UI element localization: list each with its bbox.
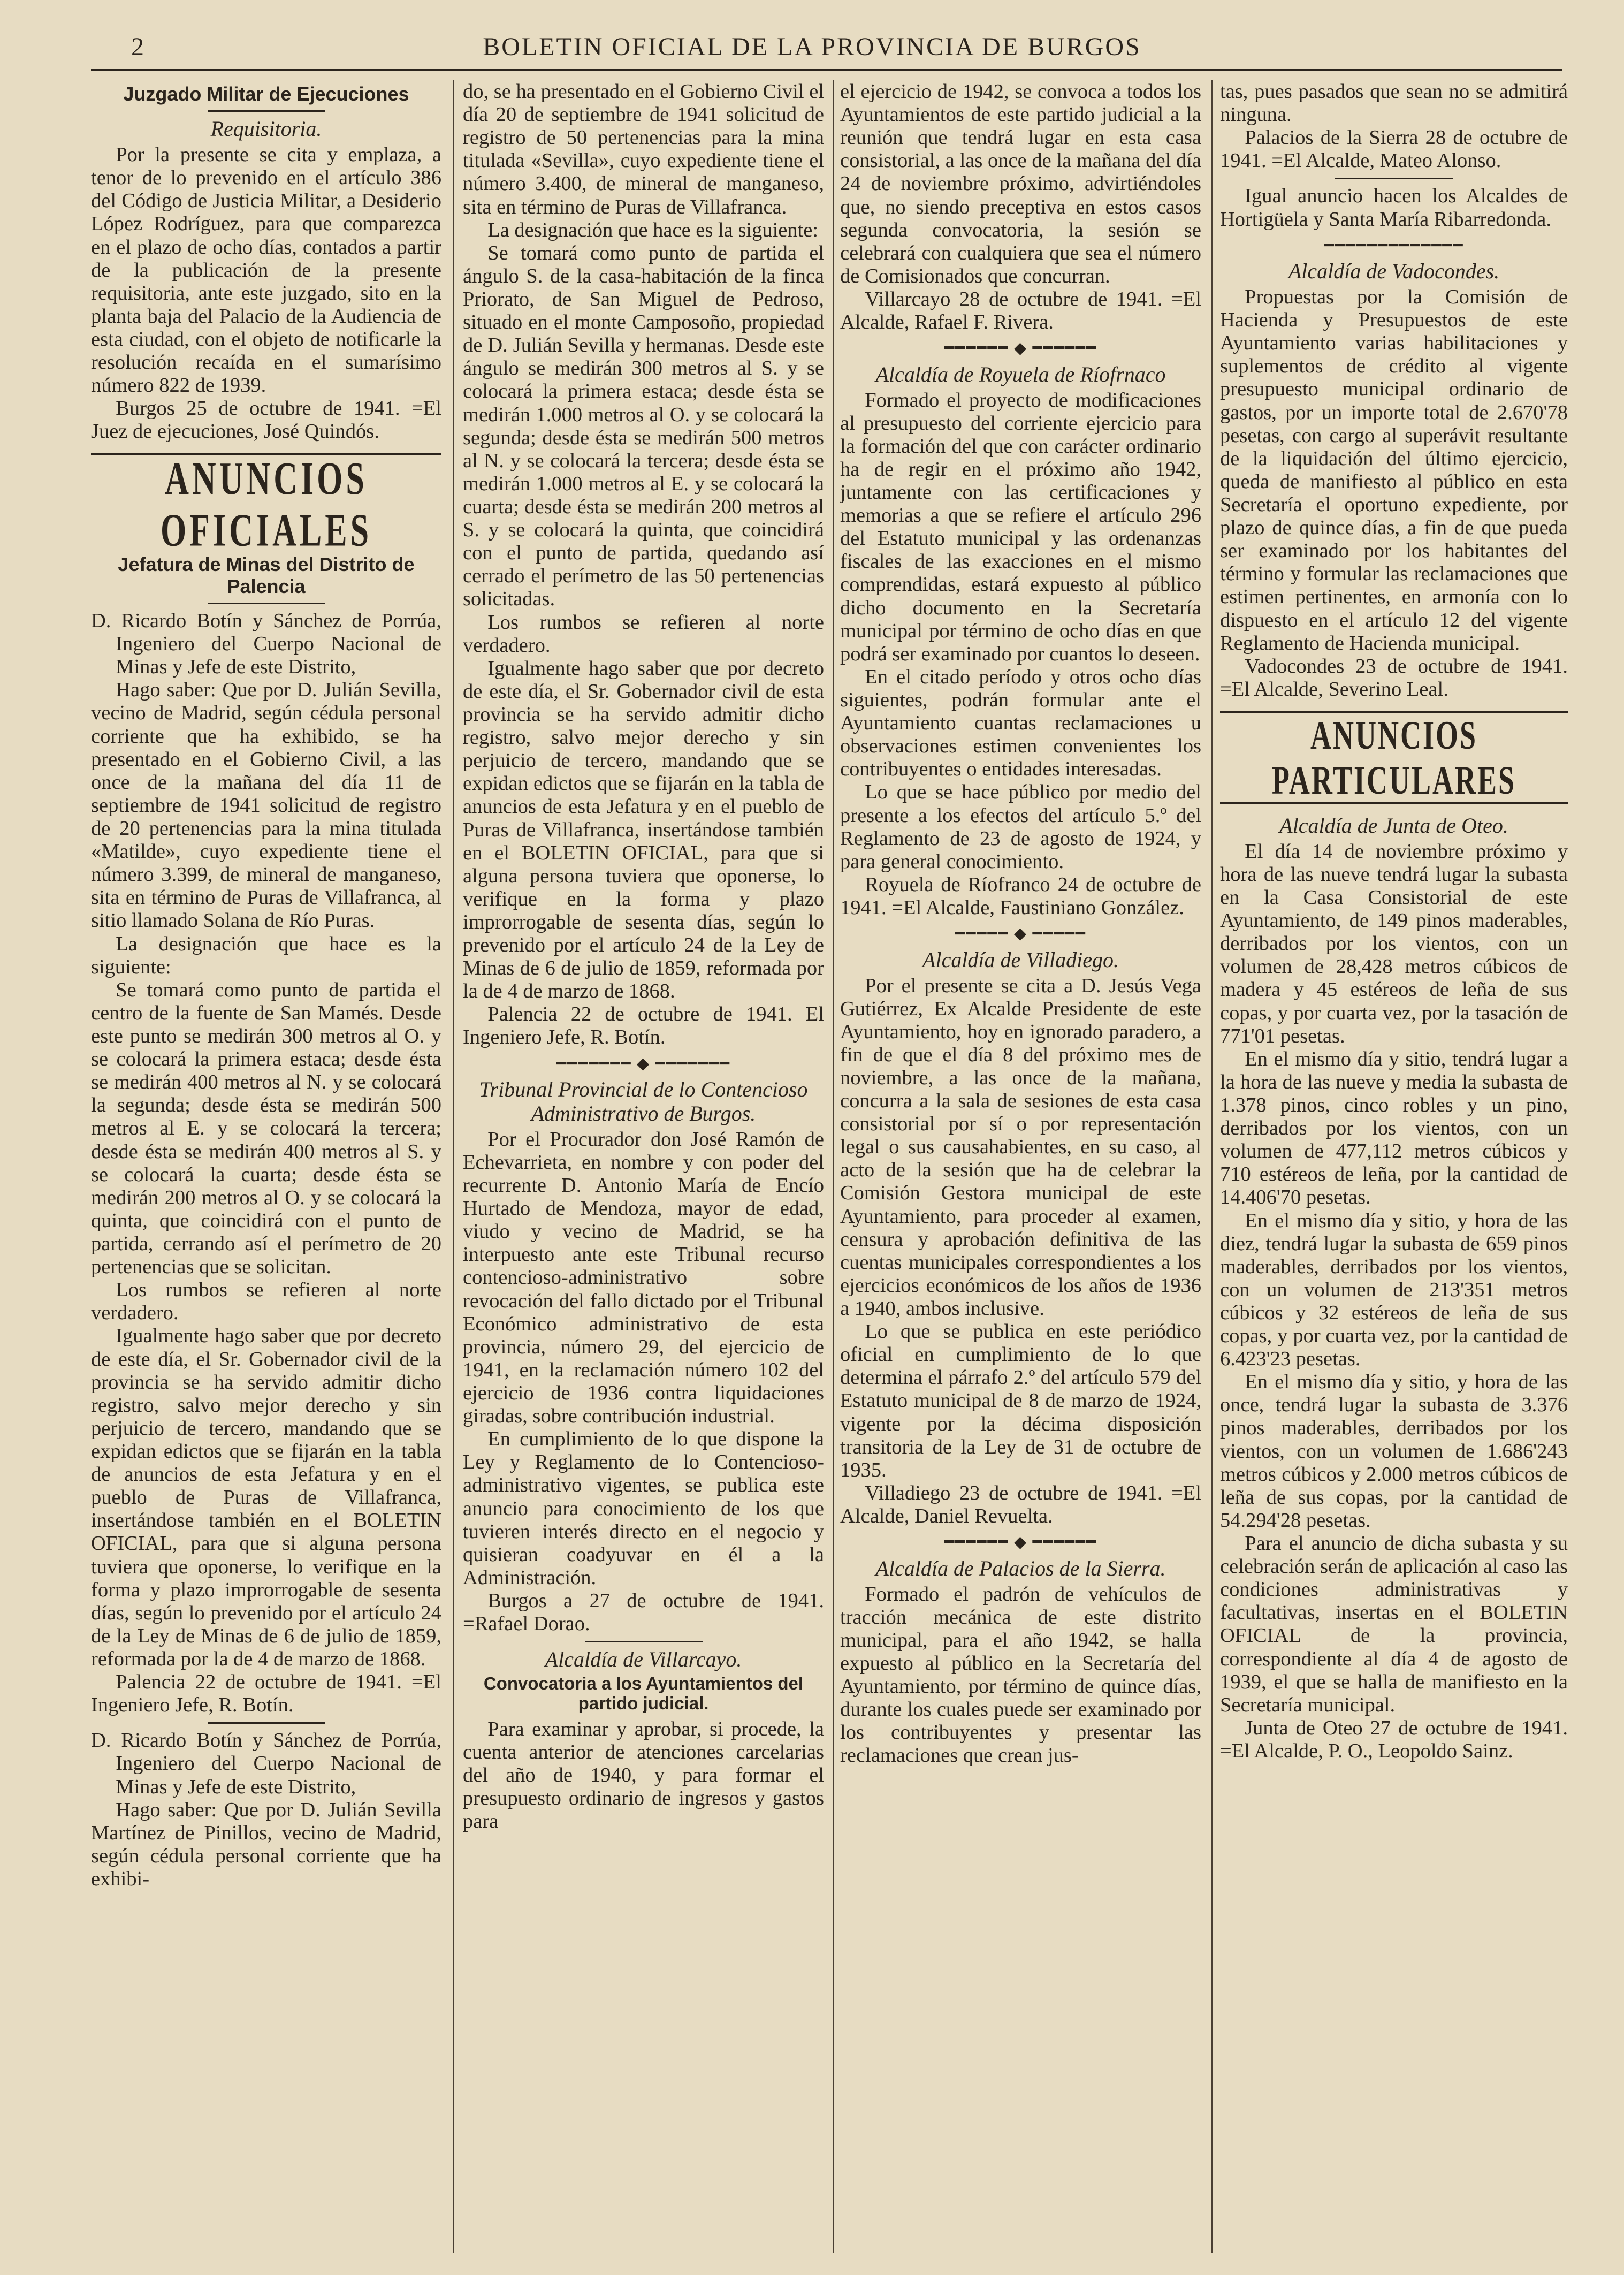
short-rule xyxy=(1335,178,1453,179)
villadiego-paragraph: Lo que se publica en este periódico oficial en cumplimiento de lo que determina el párrafo 2.º del artículo 579 del Estatuto municipal de 8 de marzo de 1924, vigente por la décima disposición transitoria de la Ley de 31 de octubre de 1935. xyxy=(840,1320,1201,1481)
mina2-paragraph: Hago saber: Que por D. Julián Sevilla Martínez de Pinillos, vecino de Madrid, según cédula personal corriente que ha exhibi- xyxy=(91,1798,441,1890)
tribunal-paragraph: Por el Procurador don José Ramón de Echevarrieta, en nombre y con poder del recurrente D. Antonio María de Encío Hurtado de Mendoza, mayor de edad, viudo y vecino de Madrid, se ha interpuesto ante este Tribunal recurso contencioso-administrativo sobre revocación del fallo dictado por el Tribunal Económico administrativo de esta provincia, número 29, del ejercicio de 1941, en la reclamación número 102 del ejercicio de 1936 contra liquidaciones giradas, sobre contribución industrial. xyxy=(463,1128,824,1428)
mina1-signature: Palencia 22 de octubre de 1941. =El Ingeniero Jefe, R. Botín. xyxy=(91,1671,441,1717)
oteo-title: Alcaldía de Junta de Oteo. xyxy=(1279,813,1508,838)
mina2-intro: D. Ricardo Botín y Sánchez de Porrúa, Ingeniero del Cuerpo Nacional de Minas y Jefe de este Distrito, xyxy=(91,1729,441,1798)
royuela-paragraph: Formado el proyecto de modificaciones al presupuesto del corriente ejercicio para la formación del que con carácter ordinario ha de regir en el próximo año 1942, juntamente con las certificaciones y memorias a que se refiere el artículo 296 del Estatuto municipal y las ordenanzas fiscales de las exacciones en el mismo comprendidas, estará expuesto al público dicho documento en la Secretaría municipal por término de ocho días en que podrá ser examinado por cuantos lo deseen. xyxy=(840,389,1201,665)
vadocondes-title: Alcaldía de Vadocondes. xyxy=(1288,259,1500,284)
ornament-divider: ━━━━━━ ◆ ━━━━━━ xyxy=(944,1533,1097,1551)
tribunal-paragraph: En cumplimiento de lo que dispone la Ley y Reglamento de lo Contencioso-administrativo vigentes, se publica este anuncio para conocimiento de los que tuvieren interés directo en el negocio y quisieran coadyuvar en él a la Administración. xyxy=(463,1428,824,1589)
royuela-signature: Royuela de Ríofranco 24 de octubre de 1941. =El Alcalde, Faustiniano González. xyxy=(840,873,1201,919)
vadocondes-paragraph: Propuestas por la Comisión de Hacienda y Presupuestos de este Ayuntamiento varias habilitaciones y suplementos de crédito al vigente presupuesto municipal ordinario de gastos, por un importe total de 2.670'78 pesetas, con cargo al superávit resultante de la liquidación del último ejercicio, queda de manifiesto al público en esta Secretaría el oportuno expediente, por plazo de quince días, a fin de que pueda ser examinado por los habitantes del término y formular las reclamaciones que estimen pertinentes, en armonía con lo dispuesto en el artículo 12 del vigente Reglamento de Hacienda municipal. xyxy=(1220,286,1568,655)
palacios-paragraph: tas, pues pasados que sean no se admitirá ninguna. xyxy=(1220,80,1568,126)
ornament-divider: ━━━━━━ ◆ ━━━━━━ xyxy=(944,339,1097,357)
column-divider-3 xyxy=(1211,80,1213,2253)
mina2-paragraph: Igualmente hago saber que por decreto de este día, el Sr. Gobernador civil de esta provincia se ha servido admitir dicho registro, salvo mejor derecho y sin perjuicio de tercero, mandando que se expidan edictos que se fijarán en la tabla de anuncios de esta Jefatura y en el pueblo de Puras de Villafranca, insertándose también en el BOLETIN OFICIAL, para que si alguna persona tuviera que oponerse, lo verifique en la forma y plazo improrrogable de sesenta días, según lo prevenido por el artículo 24 de la Ley de Minas de 6 de julio de 1859, reformada por la de 4 de marzo de 1868. xyxy=(463,657,824,1003)
mina2-paragraph: do, se ha presentado en el Gobierno Civil el día 20 de septiembre de 1941 solicitud de registro de 50 pertenencias para la mina titulada «Sevilla», cuyo expediente tiene el número 3.400, de mineral de manganeso, sita en término de Puras de Villafranca. xyxy=(463,80,824,218)
header-rule xyxy=(91,69,1562,71)
igual-anuncio: Igual anuncio hacen los Alcaldes de Hortigüela y Santa María Ribarredonda. xyxy=(1220,185,1568,231)
requisitoria-body: Por la presente se cita y emplaza, a tenor de lo prevenido en el artículo 386 del Código de Justicia Militar, a Desiderio López Rodríguez, para que comparezca en el plazo de ocho días, contados a partir de la publicación de la presente requisitoria, ante este juzgado, sito en la planta baja del Palacio de la Audiencia de esta ciudad, con el objeto de notificarle la resolución recaída en el sumarísimo número 822 de 1939. xyxy=(91,143,441,397)
ornament-divider: ━━━━━━━ ◆ ━━━━━━━ xyxy=(556,1054,730,1072)
column-4 xyxy=(1220,80,1568,2253)
royuela-title: Alcaldía de Royuela de Ríofrnaco xyxy=(875,362,1166,386)
short-rule xyxy=(208,603,325,604)
villadiego-signature: Villadiego 23 de octubre de 1941. =El Alcalde, Daniel Revuelta. xyxy=(840,1481,1201,1528)
oteo-paragraph: En el mismo día y sitio, y hora de las once, tendrá lugar la subasta de 3.376 pinos maderables, derribados por los vientos, con un volumen de 1.686'243 metros cúbicos y 2.000 metros cúbicos de leña de sus copas, por la cantidad de 54.294'28 pesetas. xyxy=(1220,1371,1568,1532)
column-divider-2 xyxy=(833,80,834,2253)
royuela-paragraph: En el citado período y otros ocho días siguientes, podrán formular ante el Ayuntamiento cuantas reclamaciones u observaciones estimen convenientes los contribuyentes o entidades interesadas. xyxy=(840,665,1201,781)
villarcayo-subtitle: Convocatoria a los Ayuntamientos del partido judicial. xyxy=(483,1673,804,1713)
villadiego-title: Alcaldía de Villadiego. xyxy=(922,947,1119,972)
vadocondes-signature: Vadocondes 23 de octubre de 1941. =El Alcalde, Severino Leal. xyxy=(1220,655,1568,701)
mina1-paragraph: Igualmente hago saber que por decreto de este día, el Sr. Gobernador civil de la provincia se ha servido admitir dicho registro, salvo mejor derecho y sin perjuicio de tercero, mandando que se expidan edictos que se fijarán en la tabla de anuncios de esta Jefatura y en el pueblo de Puras de Villafranca, insertándose también en el BOLETIN OFICIAL, para que si alguna persona tuviera que oponerse, lo verifique en la forma y plazo improrrogable de sesenta días, según lo prevenido por el artículo 24 de la Ley de Minas de 6 de julio de 1859, reformada por la de 4 de marzo de 1868. xyxy=(91,1325,441,1670)
anuncios-particulares-banner: ANUNCIOS PARTICULARES xyxy=(1271,712,1516,803)
mina1-paragraph: Los rumbos se refieren al norte verdadero. xyxy=(91,1279,441,1325)
column-1 xyxy=(91,80,441,2253)
palacios-paragraph: Formado el padrón de vehículos de tracción mecánica de este distrito municipal, para el año 1942, se halla expuesto al público en la Secretaría del Ayuntamiento, por término de quince días, durante los cuales puede ser examinado por los contribuyentes y presentar las reclamaciones que crean jus- xyxy=(840,1582,1201,1767)
short-rule xyxy=(585,1641,703,1642)
juzgado-heading: Juzgado Militar de Ejecuciones xyxy=(123,83,409,105)
tribunal-title: Tribunal Provincial de lo Contencioso Administrativo de Burgos. xyxy=(479,1077,808,1125)
column-3 xyxy=(840,80,1201,2253)
mina2-signature: Palencia 22 de octubre de 1941. El Ingeniero Jefe, R. Botín. xyxy=(463,1003,824,1049)
mina2-paragraph: Se tomará como punto de partida el ángulo S. de la casa-habitación de la finca Priorato, de San Miguel de Pedroso, situado en el monte Camposoño, propiedad de D. Julián Sevilla y hermanas. Desde este ángulo se medirán 300 metros al S. y se colocará la primera estaca; desde ésta se medirán 1.000 metros al O. y se colocará la segunda; desde ésta se medirán 500 metros al N. y se colocará la tercera; desde ésta se medirán 1.000 metros al E. y se colocará la cuarta; desde ésta se medirán 200 metros al S. y se colocará la quinta, que coincidirá con el punto de partida, quedando así cerrado el perímetro de las 50 pertenencias solicitadas. xyxy=(463,241,824,611)
short-rule xyxy=(208,1722,325,1724)
oteo-paragraph: En el mismo día y sitio, y hora de las diez, tendrá lugar la subasta de 659 pinos maderables, derribados por los vientos, con un volumen de 213'351 metros cúbicos y 32 estéreos de leña de sus copas, y por cuarta vez, por la cantidad de 6.423'23 pesetas. xyxy=(1220,1209,1568,1371)
ornament-divider: ━━━━━ ◆ ━━━━━ xyxy=(955,925,1086,943)
mina1-paragraph: Hago saber: Que por D. Julián Sevilla, vecino de Madrid, según cédula personal corriente que ha exhibido, se ha presentado en el Gobierno Civil, a las once de la mañana del día 11 de septiembre de 1941 solicitud de registro de 20 pertenencias para la mina titulada «Matilde», cuyo expediente tiene el número 3.399, de mineral de manganeso, sita en término de Puras de Villafranca, al sitio llamado Solana de Río Puras. xyxy=(91,679,441,932)
mina2-paragraph: Los rumbos se refieren al norte verdadero. xyxy=(463,611,824,657)
palacios-title: Alcaldía de Palacios de la Sierra. xyxy=(875,1556,1166,1580)
requisitoria-signature: Burgos 25 de octubre de 1941. =El Juez de ejecuciones, José Quindós. xyxy=(91,397,441,443)
oteo-paragraph: En el mismo día y sitio, tendrá lugar a la hora de las nueve y media la subasta de 1.378 pinos, cinco robles y un pino, derribados por los vientos, con un volumen de 477,112 metros cúbicos y 710 estéreos de leña, por la cantidad de 14.406'70 pesetas. xyxy=(1220,1047,1568,1209)
running-header-title: BOLETIN OFICIAL DE LA PROVINCIA DE BURGOS xyxy=(483,33,1141,61)
oteo-paragraph: El día 14 de noviembre próximo y hora de las nueve tendrá lugar la subasta en la Casa Consistorial de este Ayuntamiento, de 149 pinos maderables, derribados por los vientos, con un volumen de 28,428 metros cúbicos de madera y 45 estéreos de leña de sus copas, y por cuarta vez, por la tasación de 771'01 pesetas. xyxy=(1220,840,1568,1047)
villarcayo-signature: Villarcayo 28 de octubre de 1941. =El Alcalde, Rafael F. Rivera. xyxy=(840,287,1201,334)
ornament-divider: ━━━━━━━━━━━━━ xyxy=(1324,236,1464,254)
villadiego-paragraph: Por el presente se cita a D. Jesús Vega Gutiérrez, Ex Alcalde Presidente de este Ayuntamiento, hoy en ignorado paradero, a fin de que el día 8 del próximo mes de noviembre, a las once de la mañana, concurra a la sala de sesiones de esta casa consistorial por sí o por representación legal o sus causahabientes, en su caso, al acto de la sesión que ha de celebrar la Comisión Gestora municipal de este Ayuntamiento, para proceder al examen, censura y aprobación definitiva de las cuentas municipales correspondientes a los ejercicios económicos de los años de 1936 a 1940, ambos inclusive. xyxy=(840,974,1201,1320)
palacios-signature: Palacios de la Sierra 28 de octubre de 1941. =El Alcalde, Mateo Alonso. xyxy=(1220,126,1568,172)
tribunal-signature: Burgos a 27 de octubre de 1941. =Rafael Dorao. xyxy=(463,1589,824,1635)
villarcayo-title: Alcaldía de Villarcayo. xyxy=(545,1647,742,1672)
jefatura-heading: Jefatura de Minas del Distrito de Palencia xyxy=(118,553,415,597)
mina2-paragraph: La designación que hace es la siguiente: xyxy=(487,218,819,241)
mina1-paragraph: Se tomará como punto de partida el centro de la fuente de San Mamés. Desde este punto se medirán 300 metros al O. y se colocará la primera estaca; desde ésta se medirán 400 metros al N. y se colocará la segunda; desde ésta se medirán 500 metros al E. y se colocará la tercera; desde ésta se medirán 400 metros al S. y se colocará la cuarta; desde ésta se medirán 200 metros al O. y se colocará la quinta, que coincidirá con el punto de partida, cerrando así el perímetro de 20 pertenencias que se solicitan. xyxy=(91,978,441,1279)
mina1-intro: D. Ricardo Botín y Sánchez de Porrúa, Ingeniero del Cuerpo Nacional de Minas y Jefe de este Distrito, xyxy=(91,610,441,679)
oteo-paragraph: Para el anuncio de dicha subasta y su celebración serán de aplicación al caso las condiciones administrativas y facultativas, insertas en el BOLETIN OFICIAL de la provincia, correspondiente al día 4 de agosto de 1939, el que se halla de manifiesto en la Secretaría municipal. xyxy=(1220,1532,1568,1716)
royuela-paragraph: Lo que se hace público por medio del presente a los efectos del artículo 5.º del Reglamento de 23 de agosto de 1924, y para general conocimiento. xyxy=(840,781,1201,873)
anuncios-oficiales-banner: ANUNCIOS OFICIALES xyxy=(160,453,372,557)
column-2 xyxy=(463,80,824,2253)
short-rule xyxy=(208,110,325,112)
villarcayo-paragraph: Para examinar y aprobar, si procede, la cuenta anterior de atenciones carcelarias del año de 1940, y para formar el presupuesto ordinario de ingresos y gastos para xyxy=(463,1717,824,1833)
page-number: 2 xyxy=(131,33,144,61)
requisitoria-title: Requisitoria. xyxy=(210,117,322,141)
villarcayo-paragraph: el ejercicio de 1942, se convoca a todos los Ayuntamientos de este partido judicial a la reunión que tendrá lugar en esta casa consistorial, a las once de la mañana del día 24 de noviembre próximo, advirtiéndoles que, no siendo preceptiva en estos casos segunda convocatoria, la sesión se celebrará con cualquiera que sea el número de Comisionados que concurran. xyxy=(840,80,1201,287)
column-divider-1 xyxy=(453,80,454,2253)
oteo-signature: Junta de Oteo 27 de octubre de 1941. =El Alcalde, P. O., Leopoldo Sainz. xyxy=(1220,1716,1568,1763)
mina1-paragraph: La designación que hace es la siguiente: xyxy=(91,932,441,978)
